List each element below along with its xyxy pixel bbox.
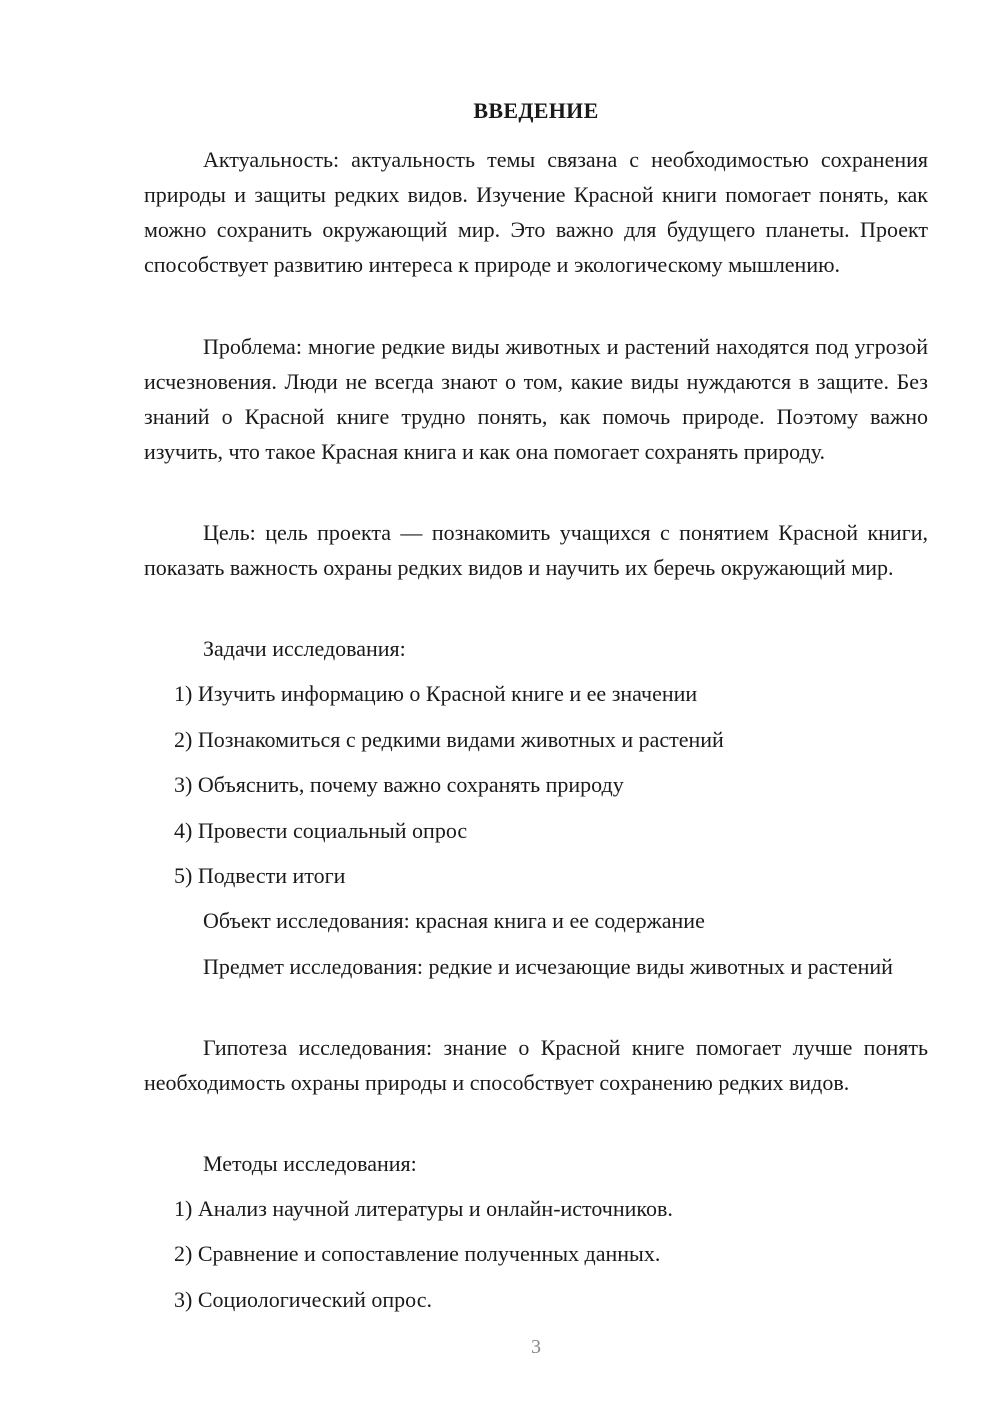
page-number: 3 [531,1336,541,1358]
relevance-paragraph: Актуальность: актуальность темы связана с необходимостью сохранения природы и защиты редких видов. Изучение Красной книги помогает понять, как можно сохранить окружающий мир. Это важно для будущего планеты. Проект способствует развитию интереса к природе и экологическому мышлению. [144,147,928,277]
goal-paragraph: Цель: цель проекта — познакомить учащихся с понятием Красной книги, показать важность охраны редких видов и научить их беречь окружающий мир. [144,520,928,580]
tasks-heading: Задачи исследования: [203,636,406,661]
method-item: 3) Социологический опрос. [174,1287,432,1312]
subject-paragraph: Предмет исследования: редкие и исчезающие виды животных и растений [203,954,893,979]
method-item: 1) Анализ научной литературы и онлайн-источников. [174,1196,673,1221]
problem-paragraph: Проблема: многие редкие виды животных и растений находятся под угрозой исчезновения. Люди не всегда знают о том, какие виды нуждаются в защите. Без знаний о Красной книге трудно понять, как помочь природе. Поэтому важно изучить, что такое Красная книга и как она помогает сохранять природу. [144,334,928,464]
methods-heading: Методы исследования: [203,1151,417,1176]
hypothesis-paragraph: Гипотеза исследования: знание о Красной книге помогает лучше понять необходимость охраны природы и способствует сохранению редких видов. [144,1035,928,1095]
object-line: Объект исследования: красная книга и ее содержание [203,908,705,933]
task-item: 1) Изучить информацию о Красной книге и ее значении [174,681,698,706]
method-item: 2) Сравнение и сопоставление полученных данных. [174,1241,661,1266]
page-title: ВВЕДЕНИЕ [473,98,599,123]
task-item: 2) Познакомиться с редкими видами животных и растений [174,727,724,752]
task-item: 3) Объяснить, почему важно сохранять природу [174,772,624,797]
task-item: 5) Подвести итоги [174,863,346,888]
task-item: 4) Провести социальный опрос [174,818,468,843]
